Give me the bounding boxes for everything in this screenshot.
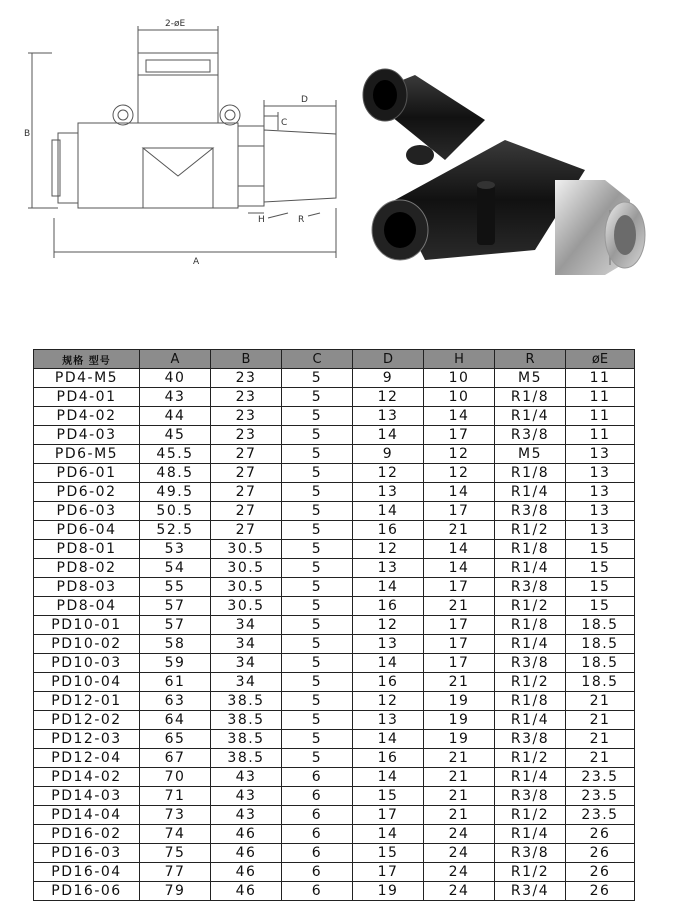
cell-c: 5: [282, 369, 353, 388]
table-row: [34, 540, 635, 559]
cell-c: 6: [282, 806, 353, 825]
cell-e: 26: [566, 825, 635, 844]
cell-r: R1/8: [495, 464, 566, 483]
header-c: C: [282, 350, 353, 369]
header-r: R: [495, 350, 566, 369]
cell-r: R1/8: [495, 692, 566, 711]
cell-a: 73: [140, 806, 211, 825]
cell-h: 17: [424, 426, 495, 445]
table-row: [34, 825, 635, 844]
cell-e: 23.5: [566, 787, 635, 806]
cell-d: 13: [353, 635, 424, 654]
cell-e: 18.5: [566, 654, 635, 673]
table-row: [34, 426, 635, 445]
cell-model: PD12-04: [34, 749, 140, 768]
cell-a: 40: [140, 369, 211, 388]
table-row: [34, 863, 635, 882]
cell-c: 5: [282, 559, 353, 578]
cell-model: PD4-02: [34, 407, 140, 426]
table-row: [34, 559, 635, 578]
cell-b: 43: [211, 806, 282, 825]
dim-r-label: R: [298, 215, 305, 225]
table-row: [34, 521, 635, 540]
cell-d: 17: [353, 863, 424, 882]
cell-c: 5: [282, 616, 353, 635]
cell-h: 19: [424, 730, 495, 749]
cell-b: 23: [211, 369, 282, 388]
header-model: 规格 型号: [34, 350, 140, 369]
cell-d: 16: [353, 749, 424, 768]
cell-b: 38.5: [211, 730, 282, 749]
cell-e: 26: [566, 863, 635, 882]
cell-r: R1/4: [495, 768, 566, 787]
table-row: [34, 616, 635, 635]
cell-model: PD16-02: [34, 825, 140, 844]
cell-a: 59: [140, 654, 211, 673]
cell-h: 21: [424, 597, 495, 616]
cell-e: 18.5: [566, 616, 635, 635]
cell-e: 11: [566, 369, 635, 388]
cell-b: 23: [211, 407, 282, 426]
header-b: B: [211, 350, 282, 369]
cell-a: 65: [140, 730, 211, 749]
cell-h: 14: [424, 559, 495, 578]
cell-a: 57: [140, 597, 211, 616]
table-row: [34, 844, 635, 863]
cell-d: 14: [353, 654, 424, 673]
cell-h: 21: [424, 806, 495, 825]
cell-b: 27: [211, 521, 282, 540]
cell-model: PD6-04: [34, 521, 140, 540]
cell-h: 21: [424, 768, 495, 787]
cell-b: 27: [211, 464, 282, 483]
cell-b: 34: [211, 673, 282, 692]
cell-h: 24: [424, 844, 495, 863]
cell-c: 5: [282, 502, 353, 521]
cell-a: 48.5: [140, 464, 211, 483]
cell-c: 5: [282, 730, 353, 749]
cell-c: 6: [282, 825, 353, 844]
cell-d: 19: [353, 882, 424, 901]
cell-b: 30.5: [211, 559, 282, 578]
cell-d: 16: [353, 673, 424, 692]
cell-model: PD8-02: [34, 559, 140, 578]
cell-model: PD8-01: [34, 540, 140, 559]
cell-d: 15: [353, 844, 424, 863]
cell-d: 12: [353, 616, 424, 635]
cell-b: 38.5: [211, 692, 282, 711]
cell-model: PD6-02: [34, 483, 140, 502]
cell-e: 23.5: [566, 806, 635, 825]
dim-a-label: A: [193, 257, 200, 267]
cell-d: 15: [353, 787, 424, 806]
cell-h: 19: [424, 711, 495, 730]
cell-e: 13: [566, 483, 635, 502]
cell-h: 21: [424, 673, 495, 692]
cell-e: 13: [566, 502, 635, 521]
cell-c: 5: [282, 521, 353, 540]
cell-c: 6: [282, 787, 353, 806]
cell-r: R1/2: [495, 597, 566, 616]
cell-r: R1/4: [495, 483, 566, 502]
cell-r: R3/8: [495, 730, 566, 749]
cell-r: R1/4: [495, 711, 566, 730]
cell-r: R1/4: [495, 635, 566, 654]
table-row: [34, 692, 635, 711]
cell-d: 13: [353, 407, 424, 426]
cell-b: 46: [211, 882, 282, 901]
cell-b: 38.5: [211, 711, 282, 730]
table-row: [34, 502, 635, 521]
cell-r: R1/2: [495, 863, 566, 882]
cell-d: 17: [353, 806, 424, 825]
cell-d: 13: [353, 559, 424, 578]
cell-c: 5: [282, 407, 353, 426]
cell-a: 63: [140, 692, 211, 711]
cell-d: 16: [353, 597, 424, 616]
header-d: D: [353, 350, 424, 369]
cell-c: 5: [282, 673, 353, 692]
table-row: [34, 787, 635, 806]
cell-e: 15: [566, 597, 635, 616]
cell-h: 10: [424, 388, 495, 407]
table-row: [34, 635, 635, 654]
cell-a: 45.5: [140, 445, 211, 464]
cell-e: 11: [566, 407, 635, 426]
table-body: [34, 369, 635, 901]
cell-b: 43: [211, 787, 282, 806]
cell-h: 17: [424, 502, 495, 521]
cell-d: 13: [353, 711, 424, 730]
cell-d: 14: [353, 426, 424, 445]
cell-b: 30.5: [211, 540, 282, 559]
cell-h: 10: [424, 369, 495, 388]
cell-e: 18.5: [566, 635, 635, 654]
cell-h: 24: [424, 863, 495, 882]
cell-e: 21: [566, 692, 635, 711]
cell-r: M5: [495, 369, 566, 388]
cell-c: 6: [282, 844, 353, 863]
cell-r: R1/2: [495, 673, 566, 692]
cell-d: 14: [353, 730, 424, 749]
cell-model: PD8-04: [34, 597, 140, 616]
cell-e: 26: [566, 844, 635, 863]
dim-d-label: D: [301, 95, 308, 105]
cell-h: 21: [424, 787, 495, 806]
cell-model: PD12-03: [34, 730, 140, 749]
cell-d: 12: [353, 692, 424, 711]
cell-r: R1/2: [495, 806, 566, 825]
table-row: [34, 673, 635, 692]
dim-h-label: H: [258, 215, 265, 225]
cell-c: 6: [282, 768, 353, 787]
cell-model: PD4-03: [34, 426, 140, 445]
cell-h: 24: [424, 882, 495, 901]
cell-e: 18.5: [566, 673, 635, 692]
cell-e: 26: [566, 882, 635, 901]
cell-a: 54: [140, 559, 211, 578]
cell-d: 14: [353, 768, 424, 787]
cell-a: 71: [140, 787, 211, 806]
cell-a: 55: [140, 578, 211, 597]
cell-e: 13: [566, 521, 635, 540]
cell-d: 14: [353, 502, 424, 521]
product-photo: [355, 60, 655, 290]
cell-d: 9: [353, 369, 424, 388]
dim-b-label: B: [24, 129, 31, 139]
cell-c: 5: [282, 654, 353, 673]
cell-r: R1/4: [495, 825, 566, 844]
cell-a: 75: [140, 844, 211, 863]
table-row: [34, 578, 635, 597]
cell-r: R1/2: [495, 521, 566, 540]
header-e: øE: [566, 350, 635, 369]
cell-b: 27: [211, 502, 282, 521]
cell-c: 6: [282, 882, 353, 901]
cell-model: PD4-M5: [34, 369, 140, 388]
cell-model: PD6-03: [34, 502, 140, 521]
cell-c: 5: [282, 426, 353, 445]
cell-d: 9: [353, 445, 424, 464]
cell-e: 15: [566, 578, 635, 597]
table-row: [34, 768, 635, 787]
cell-model: PD10-02: [34, 635, 140, 654]
table-header-row: [34, 350, 635, 369]
cell-r: R3/8: [495, 787, 566, 806]
cell-model: PD10-01: [34, 616, 140, 635]
cell-h: 12: [424, 464, 495, 483]
cell-b: 46: [211, 825, 282, 844]
cell-c: 5: [282, 578, 353, 597]
cell-b: 30.5: [211, 578, 282, 597]
cell-b: 34: [211, 635, 282, 654]
table-row: [34, 711, 635, 730]
cell-e: 13: [566, 445, 635, 464]
cell-a: 57: [140, 616, 211, 635]
dim-c-label: C: [281, 118, 288, 128]
cell-d: 16: [353, 521, 424, 540]
cell-h: 14: [424, 483, 495, 502]
cell-e: 11: [566, 388, 635, 407]
cell-e: 21: [566, 711, 635, 730]
cell-b: 46: [211, 844, 282, 863]
cell-e: 21: [566, 730, 635, 749]
cell-model: PD10-03: [34, 654, 140, 673]
cell-h: 24: [424, 825, 495, 844]
cell-e: 23.5: [566, 768, 635, 787]
cell-c: 5: [282, 749, 353, 768]
cell-h: 12: [424, 445, 495, 464]
cell-a: 67: [140, 749, 211, 768]
dim-e-label: 2-øE: [165, 19, 186, 29]
cell-a: 64: [140, 711, 211, 730]
cell-c: 5: [282, 635, 353, 654]
cell-d: 14: [353, 825, 424, 844]
cell-b: 34: [211, 616, 282, 635]
table-row: [34, 388, 635, 407]
cell-model: PD6-01: [34, 464, 140, 483]
cell-h: 17: [424, 578, 495, 597]
cell-d: 14: [353, 578, 424, 597]
cell-h: 14: [424, 540, 495, 559]
table-row: [34, 654, 635, 673]
table-row: [34, 407, 635, 426]
cell-a: 74: [140, 825, 211, 844]
cell-model: PD10-04: [34, 673, 140, 692]
technical-drawing: [18, 8, 348, 278]
cell-c: 5: [282, 464, 353, 483]
cell-h: 19: [424, 692, 495, 711]
cell-r: R1/2: [495, 749, 566, 768]
cell-a: 52.5: [140, 521, 211, 540]
cell-e: 15: [566, 559, 635, 578]
cell-b: 23: [211, 388, 282, 407]
cell-b: 30.5: [211, 597, 282, 616]
cell-h: 17: [424, 635, 495, 654]
table-row: [34, 369, 635, 388]
cell-r: R1/8: [495, 616, 566, 635]
cell-a: 70: [140, 768, 211, 787]
cell-d: 12: [353, 540, 424, 559]
table-row: [34, 445, 635, 464]
cell-b: 43: [211, 768, 282, 787]
cell-e: 15: [566, 540, 635, 559]
cell-model: PD16-03: [34, 844, 140, 863]
header-h: H: [424, 350, 495, 369]
cell-e: 21: [566, 749, 635, 768]
cell-a: 43: [140, 388, 211, 407]
cell-a: 45: [140, 426, 211, 445]
cell-model: PD14-02: [34, 768, 140, 787]
cell-c: 5: [282, 597, 353, 616]
cell-h: 21: [424, 521, 495, 540]
cell-d: 12: [353, 464, 424, 483]
header-a: A: [140, 350, 211, 369]
cell-r: R1/4: [495, 407, 566, 426]
cell-e: 11: [566, 426, 635, 445]
cell-r: R1/8: [495, 388, 566, 407]
cell-r: R3/8: [495, 578, 566, 597]
cell-c: 5: [282, 483, 353, 502]
cell-r: R3/8: [495, 654, 566, 673]
table-row: [34, 749, 635, 768]
cell-b: 27: [211, 445, 282, 464]
cell-model: PD8-03: [34, 578, 140, 597]
cell-r: M5: [495, 445, 566, 464]
cell-c: 6: [282, 863, 353, 882]
cell-d: 12: [353, 388, 424, 407]
cell-b: 23: [211, 426, 282, 445]
table-row: [34, 464, 635, 483]
cell-a: 44: [140, 407, 211, 426]
table-row: [34, 882, 635, 901]
cell-a: 53: [140, 540, 211, 559]
cell-h: 21: [424, 749, 495, 768]
cell-c: 5: [282, 388, 353, 407]
cell-b: 46: [211, 863, 282, 882]
cell-a: 61: [140, 673, 211, 692]
cell-r: R1/8: [495, 540, 566, 559]
cell-r: R3/8: [495, 502, 566, 521]
cell-model: PD16-06: [34, 882, 140, 901]
table-row: [34, 730, 635, 749]
spec-table: [33, 349, 635, 901]
cell-a: 79: [140, 882, 211, 901]
cell-c: 5: [282, 445, 353, 464]
cell-r: R3/8: [495, 844, 566, 863]
cell-b: 27: [211, 483, 282, 502]
cell-model: PD16-04: [34, 863, 140, 882]
cell-model: PD6-M5: [34, 445, 140, 464]
cell-d: 13: [353, 483, 424, 502]
cell-model: PD14-04: [34, 806, 140, 825]
cell-a: 50.5: [140, 502, 211, 521]
cell-a: 58: [140, 635, 211, 654]
cell-c: 5: [282, 540, 353, 559]
table-row: [34, 483, 635, 502]
cell-h: 14: [424, 407, 495, 426]
cell-a: 49.5: [140, 483, 211, 502]
cell-h: 17: [424, 654, 495, 673]
cell-r: R1/4: [495, 559, 566, 578]
cell-b: 34: [211, 654, 282, 673]
cell-model: PD12-02: [34, 711, 140, 730]
cell-c: 5: [282, 692, 353, 711]
cell-c: 5: [282, 711, 353, 730]
table-row: [34, 806, 635, 825]
cell-model: PD12-01: [34, 692, 140, 711]
cell-e: 13: [566, 464, 635, 483]
table-row: [34, 597, 635, 616]
cell-b: 38.5: [211, 749, 282, 768]
cell-a: 77: [140, 863, 211, 882]
cell-r: R3/8: [495, 426, 566, 445]
cell-model: PD4-01: [34, 388, 140, 407]
cell-model: PD14-03: [34, 787, 140, 806]
cell-h: 17: [424, 616, 495, 635]
cell-r: R3/4: [495, 882, 566, 901]
